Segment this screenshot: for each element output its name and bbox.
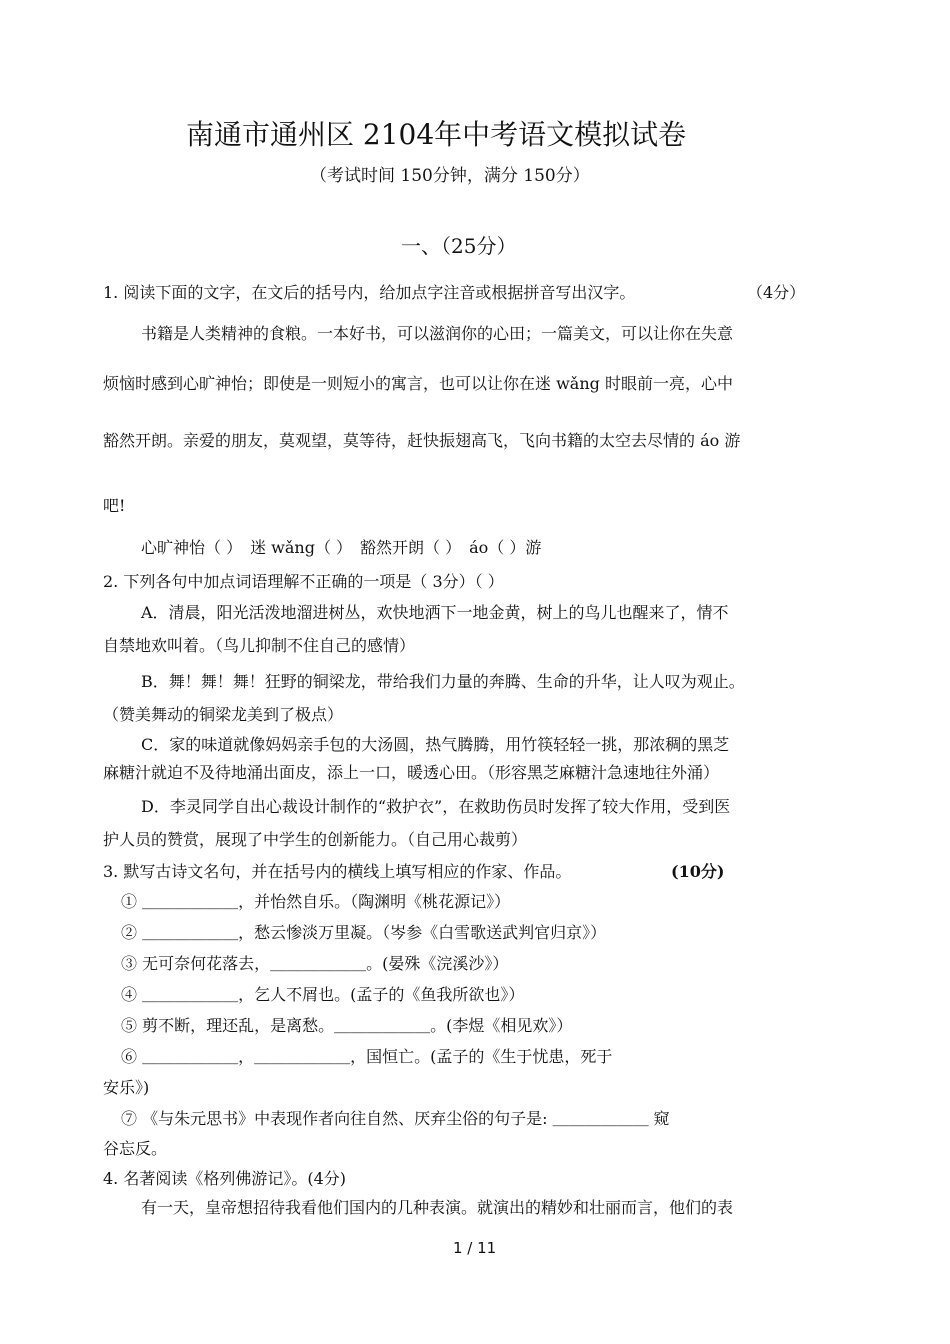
q3-item-1: ① ＿＿＿＿＿＿，并怡然自乐。（陶渊明《桃花源记》） [121, 892, 511, 911]
q3-stem: 3. 默写古诗文名句，并在括号内的横线上填写相应的作家、作品。 [103, 862, 572, 881]
q1-score: （4分） [747, 283, 806, 302]
q2-option-c-line-1: C．家的味道就像妈妈亲手包的大汤圆，热气腾腾，用竹筷轻轻一挑，那浓稠的黑芝 [141, 735, 730, 754]
q2-option-b-line-1: B．舞！舞！舞！狂野的铜梁龙，带给我们力量的奔腾、生命的升华，让人叹为观止。 [141, 672, 745, 691]
page-number: 1 / 11 [453, 1239, 497, 1257]
q3-score: (10分) [671, 862, 725, 881]
q1-passage-line-3: 豁然开朗。亲爱的朋友，莫观望，莫等待，赶快振翅高飞，飞向书籍的太空去尽情的 áo 游 [103, 431, 741, 450]
q1-passage-line-2: 烦恼时感到心旷神怡；即使是一则短小的寓言，也可以让你在迷 wǎng 时眼前一亮，心中 [103, 374, 733, 393]
q2-option-c-line-2: 麻糖汁就迫不及待地涌出面皮，添上一口，暖透心田。（形容黑芝麻糖汁急速地往外涌） [103, 763, 720, 782]
q4-passage-line-1: 有一天，皇帝想招待我看他们国内的几种表演。就演出的精妙和壮丽而言，他们的表 [141, 1198, 734, 1217]
q3-item-3: ③ 无可奈何花落去，＿＿＿＿＿＿。(晏殊《浣溪沙》） [121, 954, 509, 973]
q3-item-7: ⑦ 《与朱元思书》中表现作者向往自然、厌弃尘俗的句子是: ＿＿＿＿＿＿ 窥 [121, 1109, 670, 1128]
q2-option-d-line-1: D．李灵同学自出心裁设计制作的“救护衣”，在救助伤员时发挥了较大作用，受到医 [141, 797, 731, 816]
q1-passage-line-4: 吧! [103, 496, 126, 515]
exam-info: （考试时间 150分钟，满分 150分） [310, 166, 590, 186]
q1-stem: 1. 阅读下面的文字，在文后的括号内，给加点字注音或根据拼音写出汉字。 [103, 283, 636, 302]
q2-option-a-line-1: A．清晨，阳光活泼地溜进树丛，欢快地洒下一地金黄，树上的鸟儿也醒来了，情不 [141, 603, 729, 622]
q1-passage-line-1: 书籍是人类精神的食粮。一本好书，可以滋润你的心田；一篇美文，可以让你在失意 [141, 324, 734, 343]
q3-item-6-cont: 安乐》) [103, 1078, 150, 1097]
page-title: 南通市通州区 2104年中考语文模拟试卷 [186, 118, 687, 151]
q4-stem: 4. 名著阅读《格列佛游记》。(4分) [103, 1169, 347, 1188]
q3-item-6: ⑥ ＿＿＿＿＿＿，＿＿＿＿＿＿，国恒亡。(孟子的《生于忧患，死于 [121, 1047, 613, 1066]
q2-option-d-line-2: 护人员的赞赏，展现了中学生的创新能力。（自己用心裁剪） [103, 830, 528, 849]
q2-stem: 2. 下列各句中加点词语理解不正确的一项是（ 3分）（ ） [103, 572, 504, 591]
q3-item-4: ④ ＿＿＿＿＿＿，乞人不屑也。(孟子的《鱼我所欲也》） [121, 985, 525, 1004]
q2-option-b-line-2: （赞美舞动的铜梁龙美到了极点） [103, 705, 344, 724]
q3-item-7-cont: 谷忘反。 [103, 1139, 168, 1158]
q3-item-2: ② ＿＿＿＿＿＿，愁云惨淡万里凝。（岑参《白雪歌送武判官归京》） [121, 923, 607, 942]
q1-answer-row: 心旷神怡（ ） 迷 wǎng（ ） 豁然开朗（ ） áo（ ）游 [141, 538, 542, 557]
q2-option-a-line-2: 自禁地欢叫着。（鸟儿抑制不住自己的感情） [103, 636, 416, 655]
q3-item-5: ⑤ 剪不断，理还乱，是离愁。＿＿＿＿＿＿。(李煜《相见欢》） [121, 1016, 573, 1035]
section-heading: 一、（25分） [401, 234, 517, 258]
